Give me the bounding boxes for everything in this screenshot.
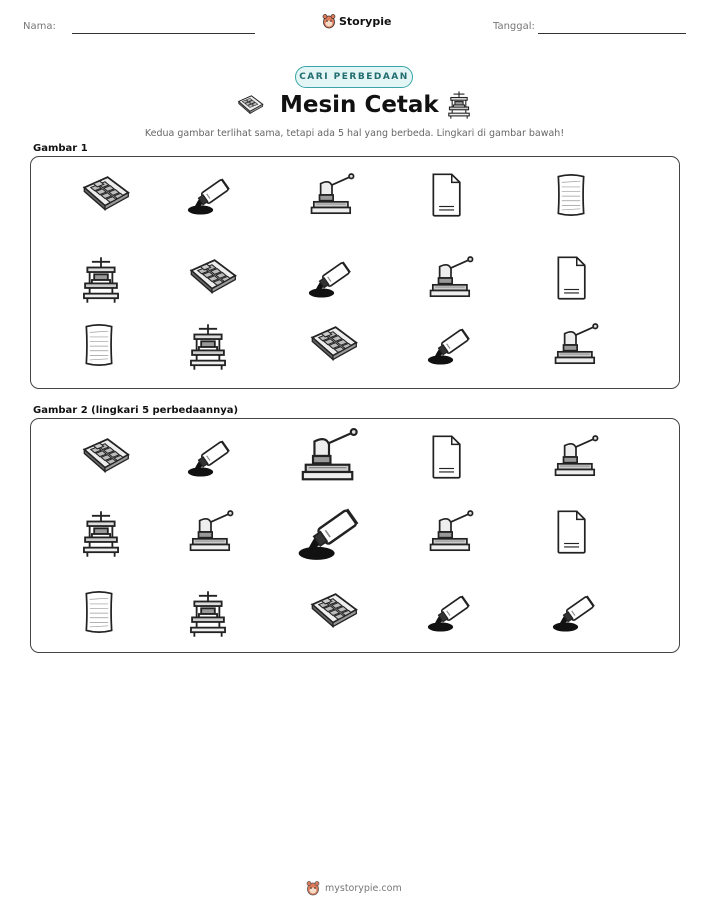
activity-badge: CARI PERBEDAAN [295,66,413,88]
type-tray-icon[interactable] [79,434,131,478]
storypie-logo [322,13,391,29]
paper-scroll-icon[interactable] [79,589,119,635]
name-label: Nama: [23,21,56,32]
picture-2-label: Gambar 2 (lingkari 5 perbedaannya) [33,405,239,416]
instructions: Kedua gambar terlihat sama, tetapi ada 5 hal yang berbeda. Lingkari di gambar bawah! [144,128,565,139]
printing-press-icon[interactable] [186,589,230,639]
hand-press-icon [551,322,601,368]
printing-press-icon[interactable] [79,509,123,559]
picture-2-panel[interactable] [30,418,680,653]
date-label: Tanggal: [493,21,535,32]
ink-tube-icon[interactable] [297,499,369,565]
storypie-mascot-icon [306,880,320,896]
paper-sheet-icon[interactable] [551,509,591,555]
storypie-mascot-icon [322,13,336,29]
printing-press-icon [79,255,123,305]
printing-press-icon [446,90,472,120]
type-tray-icon[interactable] [307,589,359,633]
ink-tube-icon [186,172,238,218]
type-tray-icon [79,172,131,216]
brand-name: Storypie [339,14,392,28]
hand-press-icon[interactable] [297,424,361,488]
type-tray-icon [235,93,265,117]
hand-press-icon [426,255,476,301]
hand-press-icon[interactable] [426,509,476,555]
hand-press-icon [307,172,357,218]
paper-scroll-icon [79,322,119,368]
ink-tube-icon [426,322,478,368]
printing-press-icon [186,322,230,372]
ink-tube-icon[interactable] [551,589,603,635]
paper-sheet-icon[interactable] [426,434,466,480]
ink-tube-icon [307,255,359,301]
footer-url: mystorypie.com [325,882,402,894]
footer [306,880,402,896]
hand-press-icon[interactable] [186,509,236,555]
date-input-line[interactable] [538,33,686,34]
type-tray-icon [307,322,359,366]
paper-sheet-icon [426,172,466,218]
paper-sheet-icon [551,255,591,301]
picture-1-panel [30,156,680,389]
page-title: Mesin Cetak [280,92,439,118]
name-input-line[interactable] [72,33,255,34]
ink-tube-icon[interactable] [186,434,238,480]
type-tray-icon [186,255,238,299]
paper-scroll-icon [551,172,591,218]
ink-tube-icon[interactable] [426,589,478,635]
picture-1-label: Gambar 1 [33,143,88,154]
hand-press-icon[interactable] [551,434,601,480]
